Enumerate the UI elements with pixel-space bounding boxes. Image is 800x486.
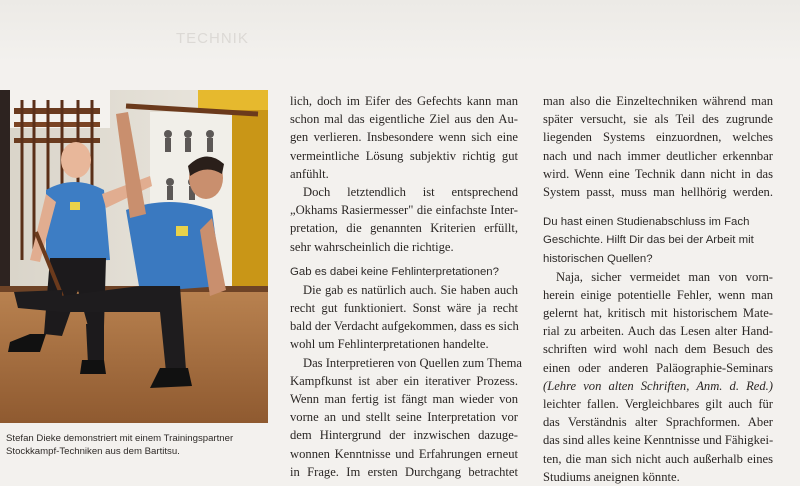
paragraph bbox=[290, 183, 518, 256]
page-header-band bbox=[0, 0, 800, 62]
text-line: das sind alles keine Kenntnisse und Fähigkei- bbox=[543, 433, 774, 448]
text-line: einen oder anderen Paläographie-Seminars bbox=[543, 360, 773, 375]
text-line: wird. Wenn eine Technik dann nicht in das bbox=[543, 166, 773, 181]
text-line: pretation, die genannten Kriterien erfüllt, bbox=[290, 221, 518, 236]
question-line: Geschichte. Hilft Dir das bei der Arbeit mit bbox=[543, 234, 754, 247]
text-line: bald der Verdacht aufgekommen, dass es sich bbox=[290, 319, 519, 334]
text-line: rial zu arbeiten. Auch das Lesen alter Hand- bbox=[543, 324, 773, 339]
text-line: liegenden Systems einzuordnen, welches bbox=[543, 130, 773, 145]
text-line: recht gut funktioniert. Sonst wäre ja recht bbox=[290, 301, 518, 316]
question-line: historischen Quellen? bbox=[543, 252, 653, 265]
article-photo bbox=[0, 90, 268, 423]
text-line: später versucht, sie als Teil des zugrunde bbox=[543, 112, 773, 127]
photo-caption bbox=[6, 432, 268, 458]
text-line: Naja, sicher vermeidet man von vorn- bbox=[556, 269, 773, 284]
text-line: leichter fallen. Vergleichbares gilt auch für bbox=[543, 397, 773, 411]
text-line: lich, doch im Eifer des Gefechts kann man bbox=[290, 94, 518, 108]
editor-annotation: (Lehre von alten Schriften, Anm. d. Red.) bbox=[543, 378, 773, 393]
stick-fighting-photo bbox=[0, 90, 268, 423]
caption-line: Stockkampf-Techniken aus dem Bartitsu. bbox=[6, 446, 180, 457]
text-line: nach und nach immer deutlicher erkennbar bbox=[543, 148, 773, 163]
text-line: Kampfkunst ist aber ein iterativer Prozess. bbox=[290, 373, 518, 388]
text-line: wonnen Kenntnisse und Erfahrungen erneut bbox=[290, 446, 518, 461]
text-line: schriften wird wohl nach dem Besuch des bbox=[543, 342, 773, 357]
text-line: wohl um Fehlinterpretationen handelte. bbox=[290, 337, 489, 352]
text-line: Doch letztendlich ist entsprechend bbox=[303, 184, 518, 199]
text-line: dem Hintergrund der inzwischen dazuge- bbox=[290, 428, 518, 443]
text-line: gen verlieren. Insbesondere wenn sich eine bbox=[290, 130, 518, 145]
question-line: Du hast einen Studienabschluss im Fach bbox=[543, 216, 750, 229]
text-line: schon mal das eigentliche Ziel aus den Au- bbox=[290, 112, 518, 127]
paragraph bbox=[290, 354, 523, 481]
paragraph bbox=[290, 92, 518, 183]
text-line: anfühlt. bbox=[290, 166, 329, 181]
text-line: gelernt hat, kritisch mit historischem Mate- bbox=[543, 306, 773, 321]
text-line: man also die Einzeltechniken während man bbox=[543, 94, 773, 108]
text-column-2 bbox=[543, 92, 773, 486]
text-line: das Verständnis alter Sprachformen. Aber bbox=[543, 415, 773, 430]
text-line: vorne an und stellt seine Interpretation vor bbox=[290, 410, 518, 425]
interview-question: Gab es dabei keine Fehlinterpretationen? bbox=[290, 265, 499, 278]
text-column-1 bbox=[290, 92, 523, 481]
interview-question bbox=[543, 213, 773, 268]
text-line: Wenn man fertig ist fängt man wieder von bbox=[290, 392, 518, 406]
text-line: in Frage. Im ersten Durchgang betrachtet bbox=[290, 464, 518, 479]
text-line: sehr wahrscheinlich die richtige. bbox=[290, 239, 454, 254]
text-line: Studiums aneignen könnte. bbox=[543, 469, 680, 484]
text-line: Die gab es natürlich auch. Sie haben auch bbox=[303, 282, 518, 297]
text-line: herein einige potentielle Fehler, wenn man bbox=[543, 287, 773, 302]
paragraph bbox=[543, 268, 773, 486]
text-line: vermeintliche Lösung subjektiv richtig gut bbox=[290, 148, 518, 163]
paragraph bbox=[290, 281, 518, 354]
text-line: ten, die man sich nicht auch außerhalb eines bbox=[543, 451, 773, 466]
section-tag: TECHNIK bbox=[176, 30, 249, 47]
caption-line: Stefan Dieke demonstriert mit einem Trainingspartner bbox=[6, 433, 234, 444]
text-line: Das Interpretieren von Quellen zum Thema bbox=[303, 355, 523, 370]
paragraph bbox=[543, 92, 773, 201]
text-line: System passt, muss man hellhörig werden. bbox=[543, 184, 773, 199]
text-line: „Okhams Rasiermesser" die einfachste Inter- bbox=[290, 203, 518, 218]
